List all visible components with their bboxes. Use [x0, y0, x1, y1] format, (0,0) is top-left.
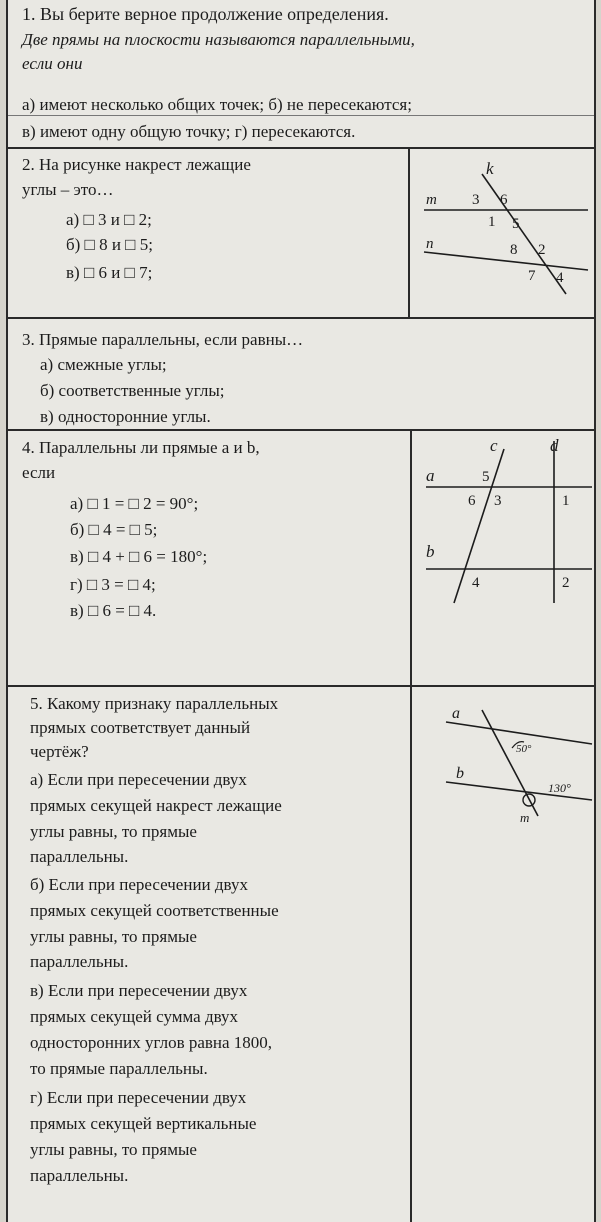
q3-option-b: б) соответственные углы; [40, 381, 225, 400]
q4-option-c: в) □ 4 + □ 6 = 180°; [70, 547, 208, 566]
q5-line-a [446, 722, 592, 744]
q4-option-a: а) □ 1 = □ 2 = 90°; [70, 494, 199, 513]
q5-line-14: односторонних углов равна 1800, [30, 1033, 273, 1052]
question-3 [8, 319, 594, 429]
q4-angle-2: 2 [562, 575, 570, 591]
q5-label-a: a [452, 705, 460, 722]
q5-label-b: b [456, 765, 464, 782]
q5-line-m [482, 710, 538, 816]
q4-label-a: a [426, 466, 435, 485]
q3-title: 3. Прямые параллельны, если равны… [22, 330, 304, 349]
q1-stem-line-1: Две прямы на плоскости называются параллельными, [22, 30, 415, 49]
q1-title: 1. Вы берите верное продолжение определения. [22, 4, 389, 24]
q2-option-c: в) □ 6 и □ 7; [66, 263, 153, 282]
q1-options-line-1: а) имеют несколько общих точек; б) не пересекаются; [22, 95, 412, 114]
q2-option-a: а) □ 3 и □ 2; [66, 210, 152, 229]
q2-title-line-2: углы – это… [22, 180, 114, 199]
q5-line-9: прямых секущей соответственные [30, 901, 279, 920]
q3-option-a: а) смежные углы; [40, 355, 167, 374]
q5-line-8: б) Если при пересечении двух [30, 875, 248, 894]
q5-diagram [412, 696, 596, 836]
q5-line-12: в) Если при пересечении двух [30, 981, 248, 1000]
q5-line-2: прямых соответствует данный [30, 718, 251, 737]
q2-angle-6: 6 [500, 192, 508, 208]
q1-stem-line-2: если они [22, 54, 83, 73]
q4-angle-4: 4 [472, 575, 480, 591]
q2-angle-3: 3 [472, 192, 480, 208]
q5-line-11: параллельны. [30, 952, 129, 971]
q2-angle-4: 4 [556, 270, 564, 286]
q4-label-b: b [426, 542, 435, 561]
q2-label-n: n [426, 236, 434, 252]
q5-line-3: чертёж? [30, 742, 89, 761]
q4-option-e: в) □ 6 = □ 4. [70, 601, 157, 620]
q5-line-4: а) Если при пересечении двух [30, 770, 247, 789]
q2-line-k [482, 174, 566, 294]
q2-angle-8: 8 [510, 242, 518, 258]
q5-angle-130: 130° [548, 781, 571, 795]
q4-diagram [412, 431, 596, 631]
q5-line-6: углы равны, то прямые [30, 822, 197, 841]
q5-angle-50: 50° [516, 743, 532, 755]
q2-option-b: б) □ 8 и □ 5; [66, 235, 153, 254]
q4-label-c: c [490, 436, 498, 455]
q5-line-1: 5. Какому признаку параллельных [30, 694, 279, 713]
q5-line-18: углы равны, то прямые [30, 1140, 197, 1159]
q5-line-10: углы равны, то прямые [30, 927, 197, 946]
q2-angle-2: 2 [538, 242, 546, 258]
q5-line-15: то прямые параллельны. [30, 1059, 208, 1078]
question-1 [8, 0, 594, 148]
q2-angle-1: 1 [488, 214, 496, 230]
q4-option-d: г) □ 3 = □ 4; [70, 575, 156, 594]
q5-line-13: прямых секущей сумма двух [30, 1007, 239, 1026]
q4-option-b: б) □ 4 = □ 5; [70, 520, 158, 539]
q5-line-7: параллельны. [30, 847, 129, 866]
q4-angle-3: 3 [494, 493, 502, 509]
q3-option-c: в) односторонние углы. [40, 407, 211, 426]
q5-label-m: m [520, 810, 530, 825]
q5-line-17: прямых секущей вертикальные [30, 1114, 257, 1133]
q2-label-m: m [426, 192, 437, 208]
q4-angle-6: 6 [468, 493, 476, 509]
q4-label-d: d [550, 436, 559, 455]
q2-angle-5: 5 [512, 216, 520, 232]
q2-label-k: k [486, 159, 494, 178]
q2-line-n [424, 252, 588, 270]
q4-title-line-1: 4. Параллельны ли прямые a и b, [22, 438, 260, 457]
q5-line-5: прямых секущей накрест лежащие [30, 796, 282, 815]
q2-diagram [410, 148, 596, 316]
q4-angle-1: 1 [562, 493, 570, 509]
q5-line-16: г) Если при пересечении двух [30, 1088, 247, 1107]
q1-divider [8, 115, 594, 116]
q5-line-19: параллельны. [30, 1166, 129, 1185]
q1-options-line-2: в) имеют одну общую точку; г) пересекаются. [22, 122, 356, 141]
q4-angle-5: 5 [482, 469, 490, 485]
q2-angle-7: 7 [528, 268, 536, 284]
worksheet [6, 0, 596, 1222]
q4-title-line-2: если [22, 463, 56, 482]
q2-title-line-1: 2. На рисунке накрест лежащие [22, 155, 251, 174]
